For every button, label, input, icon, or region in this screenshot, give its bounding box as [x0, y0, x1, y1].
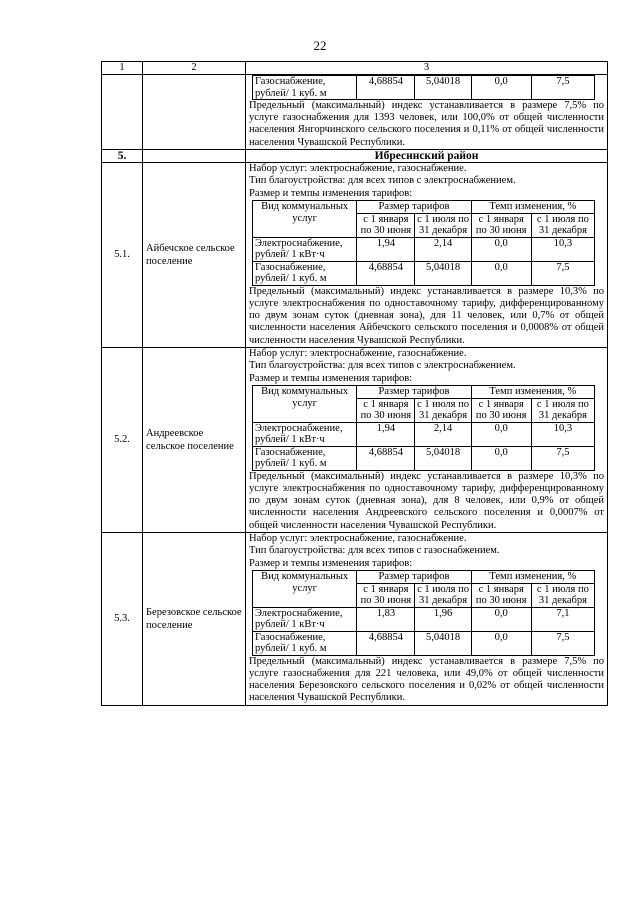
column-header-1: 1	[102, 62, 143, 75]
service-label: Газоснабжение, рублей/ 1 куб. м	[253, 631, 357, 655]
tariff-value: 4,68854	[357, 631, 415, 655]
rate-value: 7,5	[531, 76, 594, 100]
rate-value: 10,3	[531, 422, 594, 446]
service-label: Газоснабжение, рублей/ 1 куб. м	[253, 76, 357, 100]
district-name: Ибресинский район	[246, 149, 608, 162]
tariff-size-header: Размер тарифов	[357, 201, 471, 214]
gas-row	[253, 631, 595, 655]
services-line: Набор услуг: электроснабжение, газоснабжение.	[249, 532, 467, 544]
page-number: 22	[313, 38, 327, 53]
rate-value: 0,0	[471, 237, 531, 261]
rate-value: 0,0	[471, 76, 531, 100]
settlement-number: 5.3.	[102, 532, 143, 705]
period-header: с 1 января по 30 июня	[357, 583, 415, 607]
tariff-title: Размер и темпы изменения тарифов:	[249, 187, 413, 199]
tariff-value: 2,14	[415, 422, 471, 446]
index-paragraph: Предельный (максимальный) индекс устанавливается в размере 7,5% по услуге газоснабжения для 1393 человек, или 100,0% от общей численности населения Янгорчинского сельского поселения и 0,11% от общей численности населения Чувашской Республики.	[249, 100, 604, 148]
settlement-number: 5.1.	[102, 162, 143, 347]
continuation-row	[102, 75, 608, 150]
electricity-row	[253, 237, 595, 261]
tariff-title: Размер и темпы изменения тарифов:	[249, 372, 413, 384]
settlement-row	[102, 532, 608, 705]
service-label: Электроснабжение, рублей/ 1 кВт·ч	[253, 237, 357, 261]
tariff-value: 4,68854	[357, 446, 415, 470]
period-header: с 1 января по 30 июня	[471, 213, 531, 237]
rate-value: 0,0	[471, 607, 531, 631]
column-header-2: 2	[143, 62, 246, 75]
settlement-row	[102, 347, 608, 532]
improvement-line: Тип благоустройства: для всех типов с электроснабжением.	[249, 175, 516, 187]
gas-row	[253, 261, 595, 285]
district-number: 5.	[102, 149, 143, 162]
service-label: Электроснабжение, рублей/ 1 кВт·ч	[253, 607, 357, 631]
improvement-line: Тип благоустройства: для всех типов с газоснабжением.	[249, 545, 500, 557]
settlement-tariff-table	[252, 200, 595, 286]
rate-value: 0,0	[471, 422, 531, 446]
service-kind-header: Вид коммунальных услуг	[253, 201, 357, 238]
settlement-tariff-table	[252, 570, 595, 656]
continuation-tariff-table	[252, 75, 595, 100]
change-rate-header: Темп изменения, %	[471, 386, 594, 399]
tariff-value: 1,96	[415, 607, 471, 631]
tariff-size-header: Размер тарифов	[357, 571, 471, 584]
change-rate-header: Темп изменения, %	[471, 201, 594, 214]
settlement-name: Айбечское сельское поселение	[143, 162, 246, 347]
period-header: с 1 июля по 31 декабря	[531, 398, 594, 422]
service-label: Газоснабжение, рублей/ 1 куб. м	[253, 446, 357, 470]
rate-value: 7,5	[531, 631, 594, 655]
tariff-value: 1,83	[357, 607, 415, 631]
period-header: с 1 июля по 31 декабря	[415, 213, 471, 237]
gas-row	[253, 76, 595, 100]
services-line: Набор услуг: электроснабжение, газоснабжение.	[249, 162, 467, 174]
change-rate-header: Темп изменения, %	[471, 571, 594, 584]
period-header: с 1 января по 30 июня	[357, 213, 415, 237]
tariff-value: 5,04018	[415, 446, 471, 470]
service-kind-header: Вид коммунальных услуг	[253, 571, 357, 608]
period-header: с 1 января по 30 июня	[471, 583, 531, 607]
period-header: с 1 июля по 31 декабря	[531, 213, 594, 237]
rate-value: 7,5	[531, 446, 594, 470]
tariff-size-header: Размер тарифов	[357, 386, 471, 399]
tariff-value: 2,14	[415, 237, 471, 261]
settlement-name: Березовское сельское поселение	[143, 532, 246, 705]
service-label: Газоснабжение, рублей/ 1 куб. м	[253, 261, 357, 285]
services-line: Набор услуг: электроснабжение, газоснабжение.	[249, 347, 467, 359]
index-paragraph: Предельный (максимальный) индекс устанавливается в размере 7,5% по услуге газоснабжения для 221 человека, или 49,0% от общей численности населения Березовского сельского поселения и 0,02% от общей численности населения Чувашской Республики.	[249, 655, 604, 704]
settlement-tariff-table	[252, 385, 595, 471]
tariff-value: 4,68854	[357, 261, 415, 285]
rate-value: 10,3	[531, 237, 594, 261]
tariff-title: Размер и темпы изменения тарифов:	[249, 557, 413, 569]
tariff-value: 5,04018	[415, 631, 471, 655]
tariff-value: 5,04018	[415, 76, 471, 100]
tariff-value: 4,68854	[357, 76, 415, 100]
index-paragraph: Предельный (максимальный) индекс устанавливается в размере 10,3% по услуге электроснабжения по одноставочному тарифу, дифференцированному по двум зонам суток (дневная зона), для 8 человек, или 0,9% от общей численности населения Андреевского сельского поселения и 0,0007% от общей численности населения Чувашской Республики.	[249, 470, 604, 531]
period-header: с 1 января по 30 июня	[471, 398, 531, 422]
tariff-value: 1,94	[357, 422, 415, 446]
settlement-name: Андреевское сельское поселение	[143, 347, 246, 532]
tariff-value: 1,94	[357, 237, 415, 261]
service-label: Электроснабжение, рублей/ 1 кВт·ч	[253, 422, 357, 446]
column-header-3: 3	[246, 62, 608, 75]
rate-value: 7,5	[531, 261, 594, 285]
gas-row	[253, 446, 595, 470]
settlement-number: 5.2.	[102, 347, 143, 532]
rate-value: 0,0	[471, 446, 531, 470]
index-paragraph: Предельный (максимальный) индекс устанавливается в размере 10,3% по услуге электроснабжения по одноставочному тарифу, дифференцированному по двум зонам суток (дневная зона), для 11 человек, или 0,7% от общей численности населения Айбечского сельского поселения и 0,0008% от общей численности населения Чувашской Республики.	[249, 285, 604, 346]
service-kind-header: Вид коммунальных услуг	[253, 386, 357, 423]
settlement-row	[102, 162, 608, 347]
period-header: с 1 июля по 31 декабря	[415, 583, 471, 607]
rate-value: 0,0	[471, 631, 531, 655]
district-row	[102, 149, 608, 162]
electricity-row	[253, 607, 595, 631]
improvement-line: Тип благоустройства: для всех типов с электроснабжением.	[249, 360, 516, 372]
tariff-value: 5,04018	[415, 261, 471, 285]
period-header: с 1 июля по 31 декабря	[531, 583, 594, 607]
tariff-table	[101, 61, 608, 706]
column-header-row	[102, 62, 608, 75]
period-header: с 1 июля по 31 декабря	[415, 398, 471, 422]
rate-value: 7,1	[531, 607, 594, 631]
electricity-row	[253, 422, 595, 446]
rate-value: 0,0	[471, 261, 531, 285]
period-header: с 1 января по 30 июня	[357, 398, 415, 422]
